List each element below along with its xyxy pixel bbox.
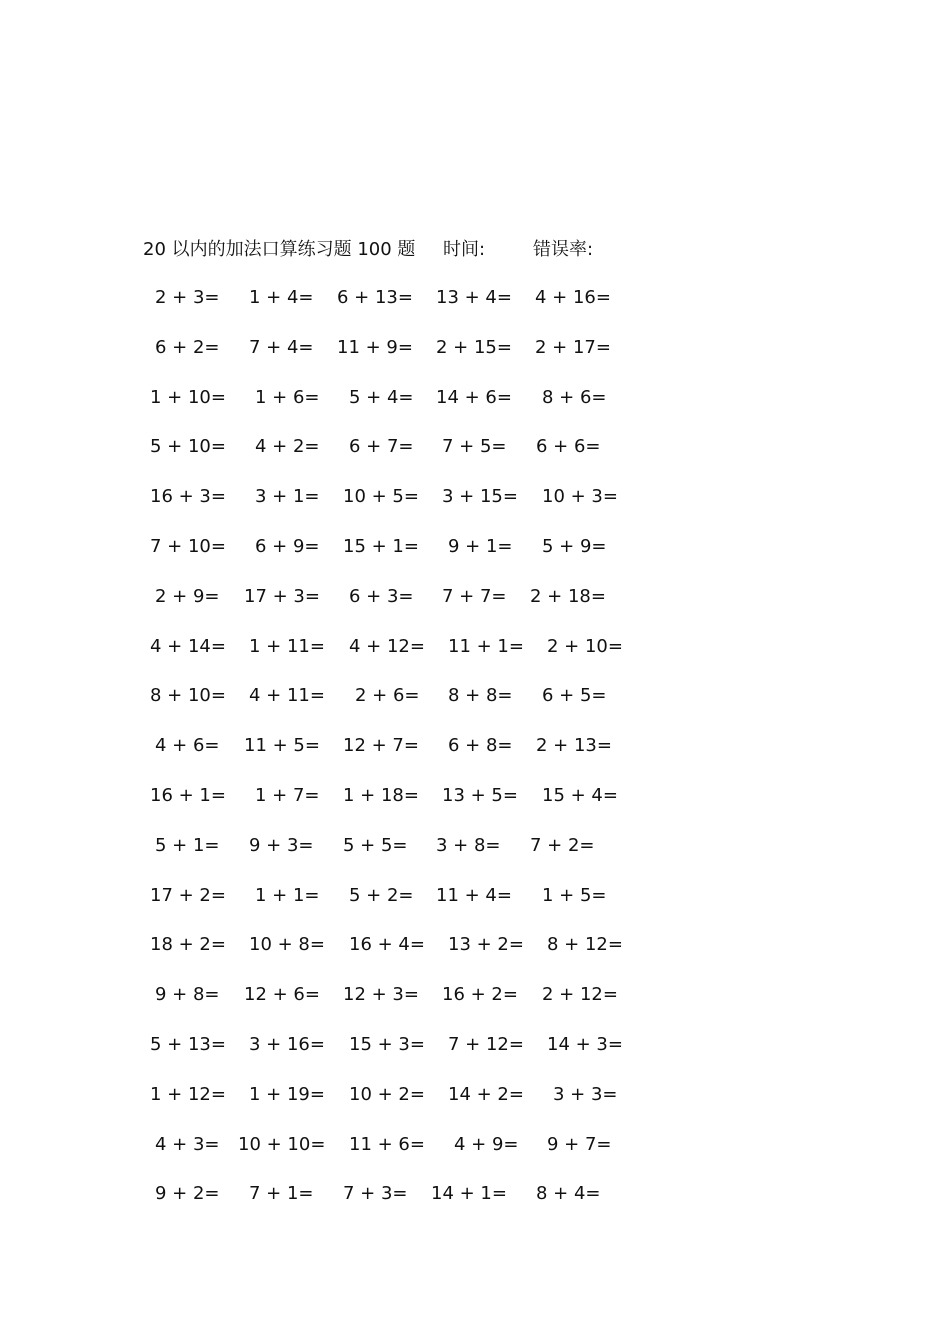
- addition-problem: 7 + 1=: [249, 1183, 314, 1205]
- addition-problem: 12 + 3=: [343, 984, 419, 1006]
- problem-row: [143, 631, 633, 681]
- addition-problem: 3 + 15=: [442, 486, 518, 508]
- addition-problem: 4 + 6=: [155, 735, 220, 757]
- addition-problem: 17 + 3=: [244, 585, 320, 607]
- problem-row: [143, 1129, 633, 1179]
- addition-problem: 1 + 18=: [343, 784, 419, 806]
- addition-problem: 3 + 8=: [436, 834, 501, 856]
- problem-row: [143, 730, 633, 780]
- problem-row: [143, 1029, 633, 1079]
- addition-problem: 1 + 5=: [542, 884, 607, 906]
- addition-problem: 7 + 3=: [343, 1183, 408, 1205]
- worksheet-title: 20 以内的加法口算练习题 100 题: [143, 239, 416, 260]
- addition-problem: 6 + 6=: [536, 436, 601, 458]
- addition-problem: 5 + 1=: [155, 834, 220, 856]
- addition-problem: 5 + 4=: [349, 386, 414, 408]
- addition-problem: 9 + 7=: [547, 1133, 612, 1155]
- addition-problem: 3 + 3=: [553, 1083, 618, 1105]
- addition-problem: 6 + 8=: [448, 735, 513, 757]
- addition-problem: 7 + 4=: [249, 336, 314, 358]
- problem-row: [143, 481, 633, 531]
- problem-row: [143, 1079, 633, 1129]
- addition-problem: 4 + 16=: [535, 287, 611, 308]
- addition-problem: 16 + 3=: [150, 486, 226, 508]
- addition-problem: 2 + 6=: [355, 685, 420, 707]
- addition-problem: 1 + 19=: [249, 1083, 325, 1105]
- problem-row: [143, 680, 633, 730]
- addition-problem: 10 + 8=: [249, 934, 325, 956]
- addition-problem: 2 + 15=: [436, 336, 512, 358]
- addition-problem: 5 + 10=: [150, 436, 226, 458]
- addition-problem: 3 + 1=: [255, 486, 320, 508]
- addition-problem: 15 + 3=: [349, 1033, 425, 1055]
- error-rate-label: 错误率:: [533, 239, 594, 260]
- problem-row: [143, 780, 633, 830]
- addition-problem: 4 + 12=: [349, 635, 425, 657]
- addition-problem: 14 + 3=: [547, 1033, 623, 1055]
- addition-problem: 11 + 1=: [448, 635, 524, 657]
- addition-problem: 17 + 2=: [150, 884, 226, 906]
- addition-problem: 5 + 13=: [150, 1033, 226, 1055]
- addition-problem: 16 + 1=: [150, 784, 226, 806]
- addition-problem: 15 + 4=: [542, 784, 618, 806]
- addition-problem: 6 + 9=: [255, 535, 320, 557]
- addition-problem: 2 + 10=: [547, 635, 623, 657]
- problem-grid: [143, 282, 633, 1228]
- addition-problem: 1 + 4=: [249, 287, 314, 308]
- addition-problem: 14 + 6=: [436, 386, 512, 408]
- problem-row: [143, 382, 633, 432]
- addition-problem: 8 + 8=: [448, 685, 513, 707]
- addition-problem: 13 + 2=: [448, 934, 524, 956]
- addition-problem: 1 + 7=: [255, 784, 320, 806]
- problem-row: [143, 830, 633, 880]
- addition-problem: 8 + 10=: [150, 685, 226, 707]
- addition-problem: 3 + 16=: [249, 1033, 325, 1055]
- addition-problem: 7 + 5=: [442, 436, 507, 458]
- addition-problem: 1 + 12=: [150, 1083, 226, 1105]
- addition-problem: 7 + 7=: [442, 585, 507, 607]
- problem-row: [143, 282, 633, 332]
- addition-problem: 9 + 3=: [249, 834, 314, 856]
- addition-problem: 2 + 9=: [155, 585, 220, 607]
- addition-problem: 14 + 2=: [448, 1083, 524, 1105]
- addition-problem: 2 + 13=: [536, 735, 612, 757]
- addition-problem: 9 + 8=: [155, 984, 220, 1006]
- addition-problem: 1 + 11=: [249, 635, 325, 657]
- addition-problem: 4 + 9=: [454, 1133, 519, 1155]
- addition-problem: 1 + 10=: [150, 386, 226, 408]
- addition-problem: 10 + 3=: [542, 486, 618, 508]
- time-label: 时间:: [443, 239, 486, 260]
- addition-problem: 18 + 2=: [150, 934, 226, 956]
- addition-problem: 4 + 11=: [249, 685, 325, 707]
- addition-problem: 1 + 6=: [255, 386, 320, 408]
- addition-problem: 6 + 3=: [349, 585, 414, 607]
- addition-problem: 5 + 9=: [542, 535, 607, 557]
- addition-problem: 12 + 7=: [343, 735, 419, 757]
- problem-row: [143, 581, 633, 631]
- addition-problem: 10 + 10=: [238, 1133, 326, 1155]
- problem-row: [143, 880, 633, 930]
- addition-problem: 5 + 2=: [349, 884, 414, 906]
- addition-problem: 14 + 1=: [431, 1183, 507, 1205]
- addition-problem: 6 + 5=: [542, 685, 607, 707]
- problem-row: [143, 431, 633, 481]
- problem-row: [143, 979, 633, 1029]
- addition-problem: 10 + 2=: [349, 1083, 425, 1105]
- addition-problem: 10 + 5=: [343, 486, 419, 508]
- addition-problem: 11 + 6=: [349, 1133, 425, 1155]
- addition-problem: 15 + 1=: [343, 535, 419, 557]
- addition-problem: 12 + 6=: [244, 984, 320, 1006]
- problem-row: [143, 531, 633, 581]
- addition-problem: 9 + 1=: [448, 535, 513, 557]
- addition-problem: 8 + 4=: [536, 1183, 601, 1205]
- addition-problem: 8 + 6=: [542, 386, 607, 408]
- addition-problem: 2 + 18=: [530, 585, 606, 607]
- addition-problem: 6 + 7=: [349, 436, 414, 458]
- addition-problem: 11 + 9=: [337, 336, 413, 358]
- addition-problem: 7 + 12=: [448, 1033, 524, 1055]
- addition-problem: 11 + 5=: [244, 735, 320, 757]
- addition-problem: 4 + 2=: [255, 436, 320, 458]
- addition-problem: 6 + 2=: [155, 336, 220, 358]
- addition-problem: 6 + 13=: [337, 287, 413, 308]
- addition-problem: 5 + 5=: [343, 834, 408, 856]
- addition-problem: 13 + 5=: [442, 784, 518, 806]
- addition-problem: 11 + 4=: [436, 884, 512, 906]
- problem-row: [143, 332, 633, 382]
- addition-problem: 2 + 17=: [535, 336, 611, 358]
- addition-problem: 7 + 2=: [530, 834, 595, 856]
- addition-problem: 9 + 2=: [155, 1183, 220, 1205]
- addition-problem: 2 + 3=: [155, 287, 220, 308]
- addition-problem: 1 + 1=: [255, 884, 320, 906]
- addition-problem: 7 + 10=: [150, 535, 226, 557]
- addition-problem: 4 + 14=: [150, 635, 226, 657]
- addition-problem: 13 + 4=: [436, 287, 512, 308]
- problem-row: [143, 929, 633, 979]
- addition-problem: 4 + 3=: [155, 1133, 220, 1155]
- addition-problem: 2 + 12=: [542, 984, 618, 1006]
- addition-problem: 8 + 12=: [547, 934, 623, 956]
- addition-problem: 16 + 2=: [442, 984, 518, 1006]
- addition-problem: 16 + 4=: [349, 934, 425, 956]
- problem-row: [143, 1178, 633, 1228]
